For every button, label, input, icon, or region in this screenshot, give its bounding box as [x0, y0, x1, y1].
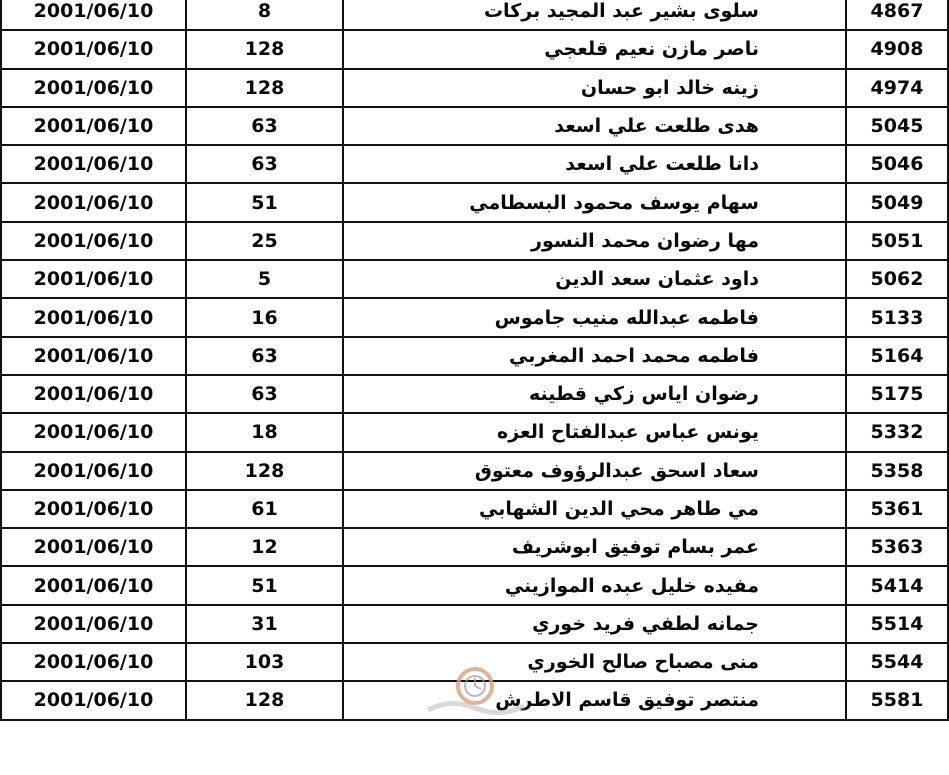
records-table-body [1, 0, 948, 720]
name-cell: رضوان اياس زكي قطينه [343, 375, 846, 413]
count-cell: 63 [186, 107, 343, 145]
name-cell: سهام يوسف محمود البسطامي [343, 183, 846, 221]
id-cell: 5045 [846, 107, 948, 145]
count-cell: 16 [186, 298, 343, 336]
name-cell: مفيده خليل عبده الموازيني [343, 566, 846, 604]
id-cell: 4974 [846, 69, 948, 107]
table-row [1, 298, 948, 336]
count-cell: 63 [186, 145, 343, 183]
id-cell: 5581 [846, 681, 948, 719]
count-cell: 5 [186, 260, 343, 298]
name-cell: ناصر مازن نعيم قلعجي [343, 30, 846, 68]
count-cell: 128 [186, 30, 343, 68]
name-cell: سلوى بشير عبد المجيد بركات [343, 0, 846, 30]
id-cell: 5049 [846, 183, 948, 221]
name-cell: هدى طلعت علي اسعد [343, 107, 846, 145]
date-cell: 2001/06/10 [1, 490, 186, 528]
count-cell: 61 [186, 490, 343, 528]
table-row [1, 0, 948, 30]
id-cell: 5544 [846, 643, 948, 681]
name-cell: جمانه لطفي فريد خوري [343, 605, 846, 643]
table-row [1, 452, 948, 490]
id-cell: 4867 [846, 0, 948, 30]
count-cell: 128 [186, 681, 343, 719]
id-cell: 5514 [846, 605, 948, 643]
date-cell: 2001/06/10 [1, 566, 186, 604]
name-cell: سعاد اسحق عبدالرؤوف معتوق [343, 452, 846, 490]
date-cell: 2001/06/10 [1, 528, 186, 566]
name-cell: فاطمه عبدالله منيب جاموس [343, 298, 846, 336]
table-row [1, 183, 948, 221]
id-cell: 5164 [846, 337, 948, 375]
count-cell: 63 [186, 375, 343, 413]
date-cell: 2001/06/10 [1, 0, 186, 30]
table-row [1, 145, 948, 183]
name-cell: دانا طلعت علي اسعد [343, 145, 846, 183]
date-cell: 2001/06/10 [1, 375, 186, 413]
table-row [1, 222, 948, 260]
date-cell: 2001/06/10 [1, 605, 186, 643]
id-cell: 5062 [846, 260, 948, 298]
date-cell: 2001/06/10 [1, 222, 186, 260]
name-cell: زينه خالد ابو حسان [343, 69, 846, 107]
count-cell: 103 [186, 643, 343, 681]
id-cell: 5414 [846, 566, 948, 604]
id-cell: 5133 [846, 298, 948, 336]
id-cell: 5358 [846, 452, 948, 490]
id-cell: 5363 [846, 528, 948, 566]
date-cell: 2001/06/10 [1, 183, 186, 221]
table-row [1, 566, 948, 604]
table-row [1, 260, 948, 298]
table-row [1, 69, 948, 107]
date-cell: 2001/06/10 [1, 107, 186, 145]
date-cell: 2001/06/10 [1, 260, 186, 298]
date-cell: 2001/06/10 [1, 69, 186, 107]
table-row [1, 528, 948, 566]
count-cell: 51 [186, 566, 343, 604]
table-row [1, 413, 948, 451]
count-cell: 31 [186, 605, 343, 643]
id-cell: 4908 [846, 30, 948, 68]
count-cell: 128 [186, 69, 343, 107]
count-cell: 63 [186, 337, 343, 375]
count-cell: 12 [186, 528, 343, 566]
date-cell: 2001/06/10 [1, 337, 186, 375]
count-cell: 8 [186, 0, 343, 30]
table-row [1, 643, 948, 681]
name-cell: فاطمه محمد احمد المغربي [343, 337, 846, 375]
table-row [1, 375, 948, 413]
table-row [1, 337, 948, 375]
date-cell: 2001/06/10 [1, 643, 186, 681]
table-row [1, 681, 948, 719]
count-cell: 128 [186, 452, 343, 490]
date-cell: 2001/06/10 [1, 452, 186, 490]
date-cell: 2001/06/10 [1, 681, 186, 719]
table-row [1, 605, 948, 643]
count-cell: 51 [186, 183, 343, 221]
count-cell: 18 [186, 413, 343, 451]
date-cell: 2001/06/10 [1, 145, 186, 183]
name-cell: داود عثمان سعد الدين [343, 260, 846, 298]
name-cell: منى مصباح صالح الخوري [343, 643, 846, 681]
id-cell: 5175 [846, 375, 948, 413]
name-cell: مي طاهر محي الدين الشهابي [343, 490, 846, 528]
name-cell: يونس عباس عبدالفتاح العزه [343, 413, 846, 451]
table-row [1, 490, 948, 528]
date-cell: 2001/06/10 [1, 30, 186, 68]
name-cell: منتصر توفيق قاسم الاطرش [343, 681, 846, 719]
id-cell: 5361 [846, 490, 948, 528]
id-cell: 5051 [846, 222, 948, 260]
table-row [1, 107, 948, 145]
table-row [1, 30, 948, 68]
name-cell: عمر بسام توفيق ابوشريف [343, 528, 846, 566]
date-cell: 2001/06/10 [1, 413, 186, 451]
date-cell: 2001/06/10 [1, 298, 186, 336]
name-cell: مها رضوان محمد النسور [343, 222, 846, 260]
id-cell: 5332 [846, 413, 948, 451]
id-cell: 5046 [846, 145, 948, 183]
count-cell: 25 [186, 222, 343, 260]
